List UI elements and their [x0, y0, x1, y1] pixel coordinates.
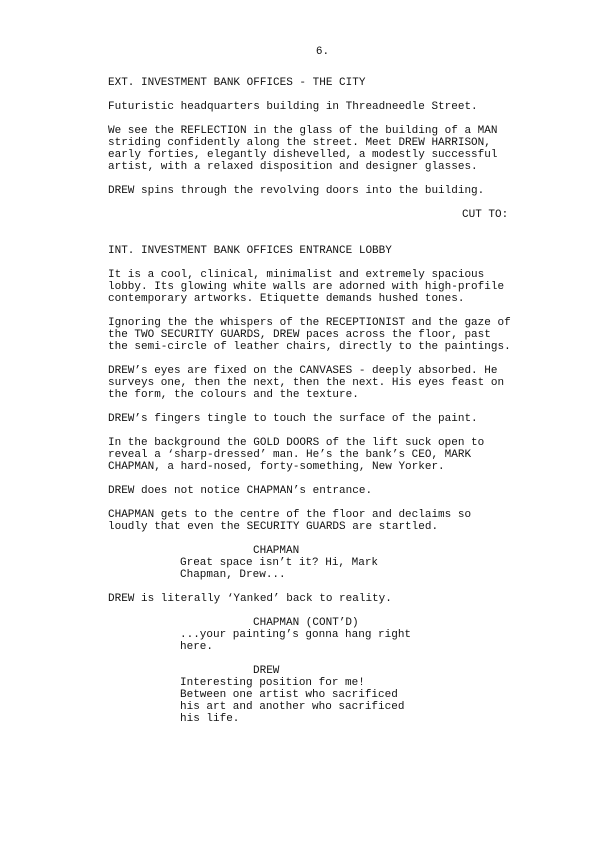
- scene-heading: EXT. INVESTMENT BANK OFFICES - THE CITY: [108, 77, 366, 89]
- action-line: loudly that even the SECURITY GUARDS are startled.: [108, 521, 439, 533]
- page-number: 6.: [315, 46, 330, 58]
- action-line: reveal a ‘sharp-dressed’ man. He’s the bank’s CEO, MARK: [108, 449, 472, 461]
- action-line: DREW’s fingers tingle to touch the surface of the paint.: [108, 413, 478, 425]
- action-line: the form, the colours and the texture.: [108, 389, 359, 401]
- action-line: lobby. Its glowing white walls are adorned with high-profile: [108, 281, 505, 293]
- action-line: artist, with a relaxed disposition and designer glasses.: [108, 161, 478, 173]
- action-line: In the background the GOLD DOORS of the lift suck open to: [108, 437, 485, 449]
- action-line: CHAPMAN gets to the centre of the floor and declaims so: [108, 509, 472, 521]
- action-line: We see the REFLECTION in the glass of the building of a MAN: [108, 125, 498, 137]
- action-line: DREW spins through the revolving doors into the building.: [108, 185, 485, 197]
- action-line: surveys one, then the next, then the next. His eyes feast on: [108, 377, 505, 389]
- dialogue-line: here.: [180, 641, 214, 653]
- transition: CUT TO:: [462, 209, 509, 221]
- action-line: contemporary artworks. Etiquette demands hushed tones.: [108, 293, 465, 305]
- character-name: DREW: [253, 665, 280, 677]
- dialogue-line: Great space isn’t it? Hi, Mark: [180, 557, 379, 569]
- dialogue-line: Between one artist who sacrificed: [180, 689, 398, 701]
- character-name: CHAPMAN: [253, 545, 300, 557]
- scene-heading: INT. INVESTMENT BANK OFFICES ENTRANCE LOBBY: [108, 245, 392, 257]
- action-line: the semi-circle of leather chairs, directly to the paintings.: [108, 341, 511, 353]
- dialogue-line: ...your painting’s gonna hang right: [180, 629, 412, 641]
- action-line: It is a cool, clinical, minimalist and extremely spacious: [108, 269, 485, 281]
- action-line: early forties, elegantly dishevelled, a modestly successful: [108, 149, 498, 161]
- action-line: striding confidently along the street. Meet DREW HARRISON,: [108, 137, 491, 149]
- action-line: DREW does not notice CHAPMAN’s entrance.: [108, 485, 373, 497]
- action-line: CHAPMAN, a hard-nosed, forty-something, New Yorker.: [108, 461, 445, 473]
- action-line: Ignoring the the whispers of the RECEPTIONIST and the gaze of: [108, 317, 511, 329]
- dialogue-line: his life.: [180, 713, 240, 725]
- action-line: the TWO SECURITY GUARDS, DREW paces across the floor, past: [108, 329, 491, 341]
- character-name: CHAPMAN (CONT’D): [253, 617, 359, 629]
- dialogue-line: his art and another who sacrificed: [180, 701, 405, 713]
- action-line: DREW’s eyes are fixed on the CANVASES - deeply absorbed. He: [108, 365, 498, 377]
- action-line: Futuristic headquarters building in Threadneedle Street.: [108, 101, 478, 113]
- dialogue-line: Chapman, Drew...: [180, 569, 286, 581]
- dialogue-line: Interesting position for me!: [180, 677, 365, 689]
- action-line: DREW is literally ‘Yanked’ back to reality.: [108, 593, 392, 605]
